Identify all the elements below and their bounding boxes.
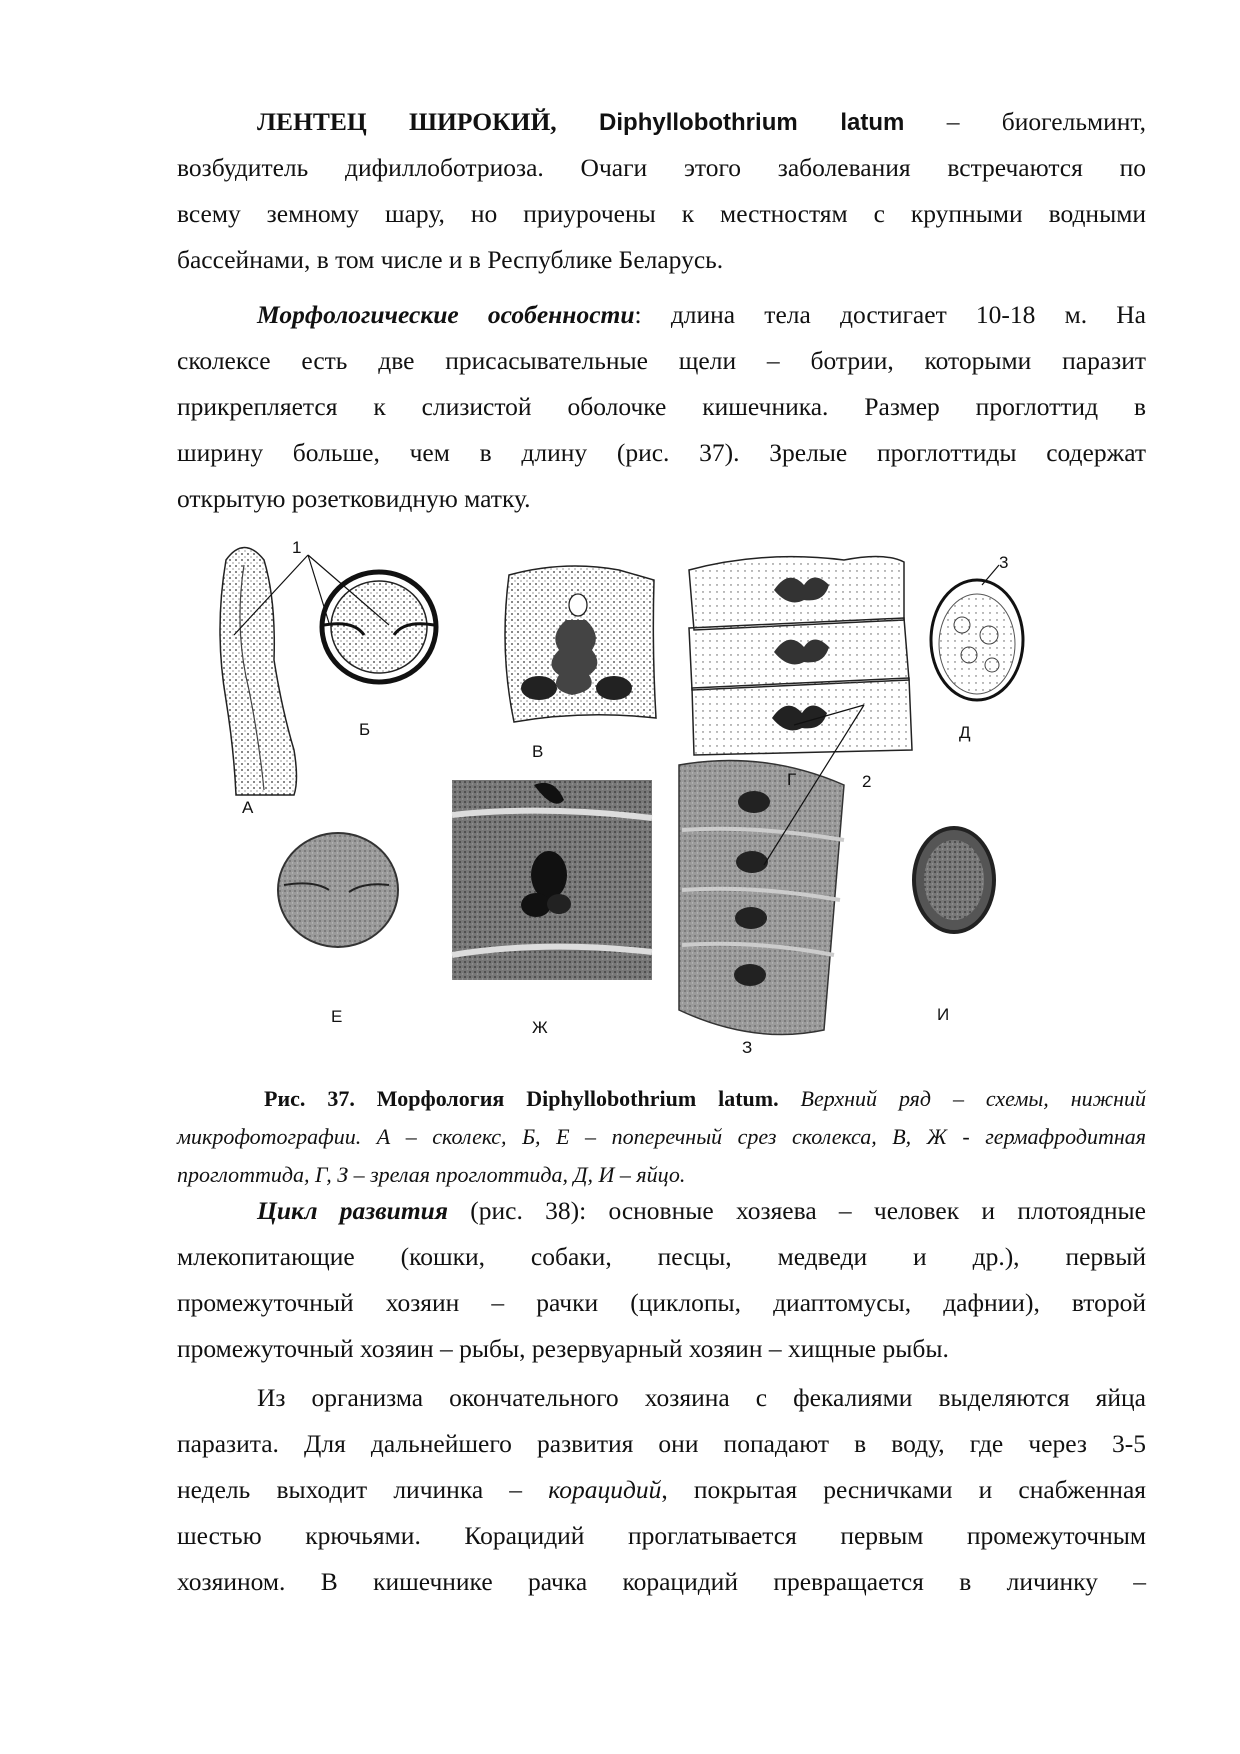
term-morphology: Морфологические особенности (257, 300, 635, 329)
text-line: промежуточный хозяин – рачки (циклопы, диаптомусы, дафнии), второй (177, 1288, 1146, 1317)
text-line: бассейнами, в том числе и в Республике Беларусь. (177, 245, 724, 274)
paragraph-life-cycle (177, 1188, 1146, 1372)
label-g: Г (787, 770, 797, 789)
text-span: – биогельминт, (904, 107, 1146, 136)
figure-drawing (204, 540, 1114, 1062)
label-d: Д (959, 723, 971, 742)
hermaphroditic-proglottid-photo (452, 780, 652, 980)
text-line (177, 1467, 1146, 1513)
label-b: Б (359, 720, 371, 739)
text-line: хозяином. В кишечнике рачка корацидий превращается в личинку – (177, 1567, 1146, 1596)
caption-figure-number: Рис. 37. (264, 1086, 355, 1111)
caption-line: микрофотографии. А – сколекс, Б, Е – поперечный срез сколекса, В, Ж - гермафродитная (177, 1124, 1146, 1149)
scolex-section-drawing (322, 572, 436, 682)
text-line: сколексе есть две присасывательные щели – ботрии, которыми паразит (177, 346, 1146, 375)
term-coracidium: корацидий (548, 1475, 662, 1504)
mature-proglottid-photo (679, 761, 844, 1035)
species-title: ЛЕНТЕЦ ШИРОКИЙ, (257, 107, 557, 136)
caption-title: Морфология Diphyllobothrium latum. (376, 1086, 779, 1111)
text-span: Из организма окончательного хозяина с фекалиями выделяются яйца (257, 1383, 1146, 1412)
caption-line: проглоттида, Г, З – зрелая проглоттида, Д, И – яйцо. (177, 1162, 686, 1187)
text-line: возбудитель дифиллоботриоза. Очаги этого заболевания встречаются по (177, 153, 1146, 182)
text-line (177, 292, 1146, 338)
egg-drawing (931, 565, 1023, 700)
paragraph-morphology (177, 292, 1146, 522)
caption-text: Верхний ряд – схемы, нижний (778, 1086, 1146, 1111)
text-span: : длина тела достигает 10-18 м. На (634, 300, 1147, 329)
label-z: З (742, 1038, 753, 1057)
scolex-drawing (220, 548, 297, 796)
figure-caption (177, 1080, 1146, 1194)
paragraph-intro (177, 99, 1146, 283)
text-line: открытую розетковидную матку. (177, 484, 531, 513)
text-line: промежуточный хозяин – рыбы, резервуарный хозяин – хищные рыбы. (177, 1334, 949, 1363)
label-zh: Ж (532, 1018, 548, 1037)
label-1: 1 (292, 538, 302, 557)
term-life-cycle: Цикл развития (257, 1196, 448, 1225)
label-2: 2 (862, 772, 872, 791)
egg-photo (914, 828, 994, 932)
label-a: А (242, 798, 254, 817)
species-latin-name: Diphyllobothrium latum (599, 109, 905, 136)
text-line: прикрепляется к слизистой оболочке кишечника. Размер проглоттид в (177, 392, 1146, 421)
label-e: Е (331, 1007, 343, 1026)
text-line (177, 99, 1146, 145)
figure-37 (204, 540, 1114, 1062)
text-span: , покрытая ресничками и снабженная (661, 1475, 1146, 1504)
text-line: всему земному шару, но приурочены к местностям с крупными водными (177, 199, 1146, 228)
text-line: ширину больше, чем в длину (рис. 37). Зрелые проглоттиды содержат (177, 438, 1146, 467)
label-i: И (937, 1005, 950, 1024)
paragraph-development (177, 1375, 1146, 1605)
text-line: паразита. Для дальнейшего развития они попадают в воду, где через 3-5 (177, 1429, 1146, 1458)
text-line (177, 1375, 1146, 1421)
mature-proglottid-drawing (689, 556, 912, 755)
scolex-section-photo (278, 833, 398, 947)
hermaphroditic-proglottid-drawing (505, 566, 656, 722)
caption-line (177, 1080, 1146, 1118)
text-line: млекопитающие (кошки, собаки, песцы, медведи и др.), первый (177, 1242, 1146, 1271)
text-line: шестью крючьями. Корацидий проглатывается первым промежуточным (177, 1521, 1146, 1550)
text-line (177, 1188, 1146, 1234)
label-3: 3 (999, 553, 1009, 572)
text-span: (рис. 38): основные хозяева – человек и плотоядные (447, 1196, 1146, 1225)
label-v: В (532, 742, 544, 761)
text-span: недель выходит личинка – (177, 1475, 549, 1504)
